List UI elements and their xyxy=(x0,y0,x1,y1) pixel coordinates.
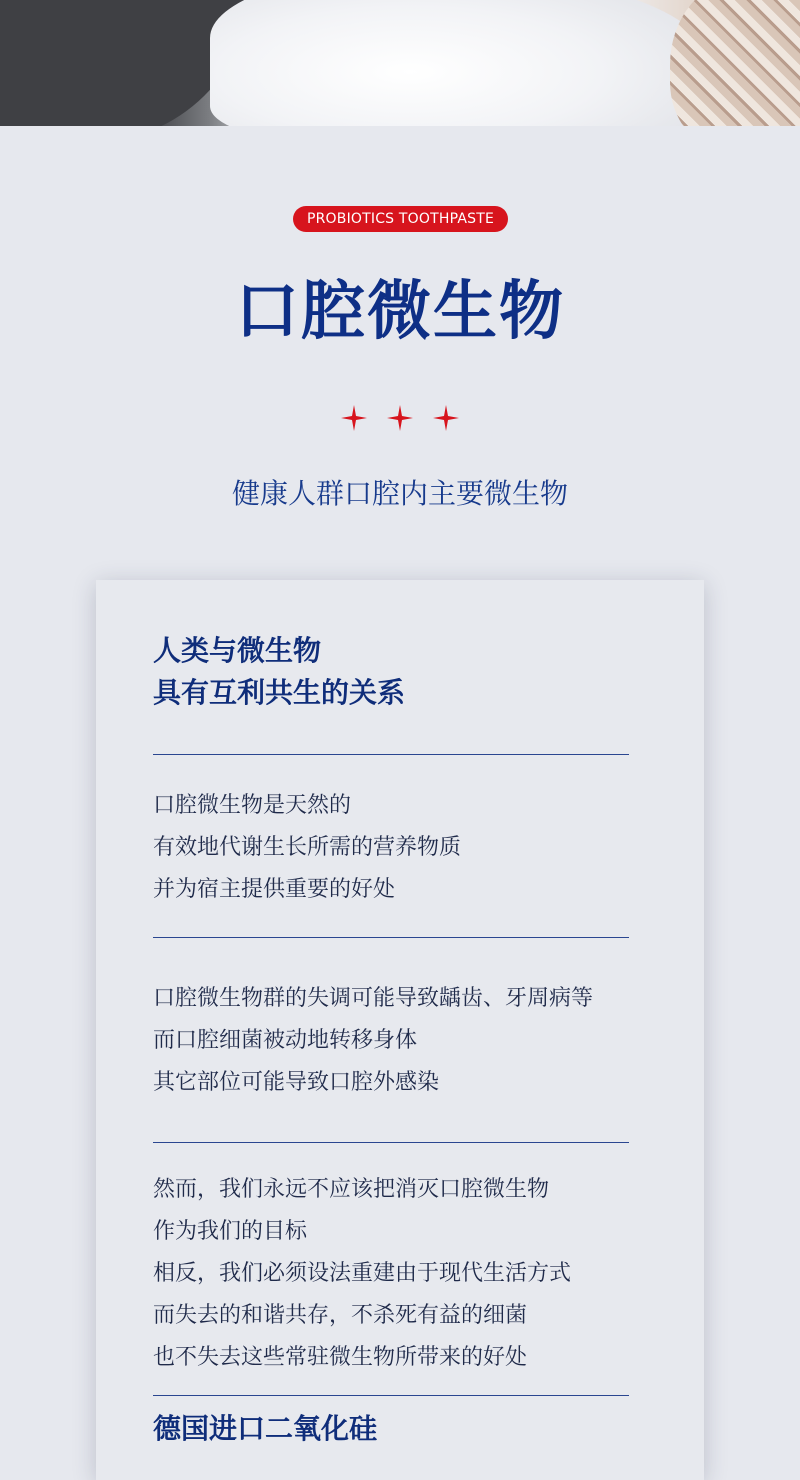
divider xyxy=(153,1142,629,1143)
paragraph-line: 有效地代谢生长所需的营养物质 xyxy=(153,835,462,860)
paragraph-line: 口腔微生物群的失调可能导致龋齿、牙周病等 xyxy=(153,986,594,1011)
paragraph-line: 口腔微生物是天然的 xyxy=(153,793,352,818)
star-icon xyxy=(386,404,414,432)
hero-photo xyxy=(0,0,800,126)
paragraph-line: 其它部位可能导致口腔外感染 xyxy=(153,1070,440,1095)
paragraph-line: 而口腔细菌被动地转移身体 xyxy=(153,1028,418,1053)
paragraph-block xyxy=(153,785,673,911)
divider xyxy=(153,1395,629,1396)
card-heading-line: 具有互利共生的关系 xyxy=(153,676,406,709)
page-title: 口腔微生物 xyxy=(235,275,565,349)
hero-photo-sweater xyxy=(670,0,800,126)
paragraph-block xyxy=(153,978,673,1104)
paragraph-block xyxy=(153,1169,673,1379)
category-badge: PROBIOTICS TOOTHPASTE xyxy=(293,206,508,232)
next-section-heading: 德国进口二氧化硅 xyxy=(153,1412,378,1445)
page-subtitle: 健康人群口腔内主要微生物 xyxy=(231,477,568,510)
divider xyxy=(153,754,629,755)
info-card xyxy=(96,580,704,1480)
paragraph-line: 然而，我们永远不应该把消灭口腔微生物 xyxy=(153,1177,550,1202)
paragraph-line: 并为宿主提供重要的好处 xyxy=(153,877,396,902)
hero-photo-shirt xyxy=(210,0,710,126)
paragraph-line: 也不失去这些常驻微生物所带来的好处 xyxy=(153,1345,528,1370)
star-icon xyxy=(432,404,460,432)
card-heading-line: 人类与微生物 xyxy=(153,634,322,667)
decorative-stars xyxy=(340,402,460,434)
paragraph-line: 而失去的和谐共存，不杀死有益的细菌 xyxy=(153,1303,528,1328)
paragraph-line: 相反，我们必须设法重建由于现代生活方式 xyxy=(153,1261,572,1286)
star-icon xyxy=(340,404,368,432)
info-card-content xyxy=(153,630,673,1450)
divider xyxy=(153,937,629,938)
paragraph-line: 作为我们的目标 xyxy=(153,1219,308,1244)
